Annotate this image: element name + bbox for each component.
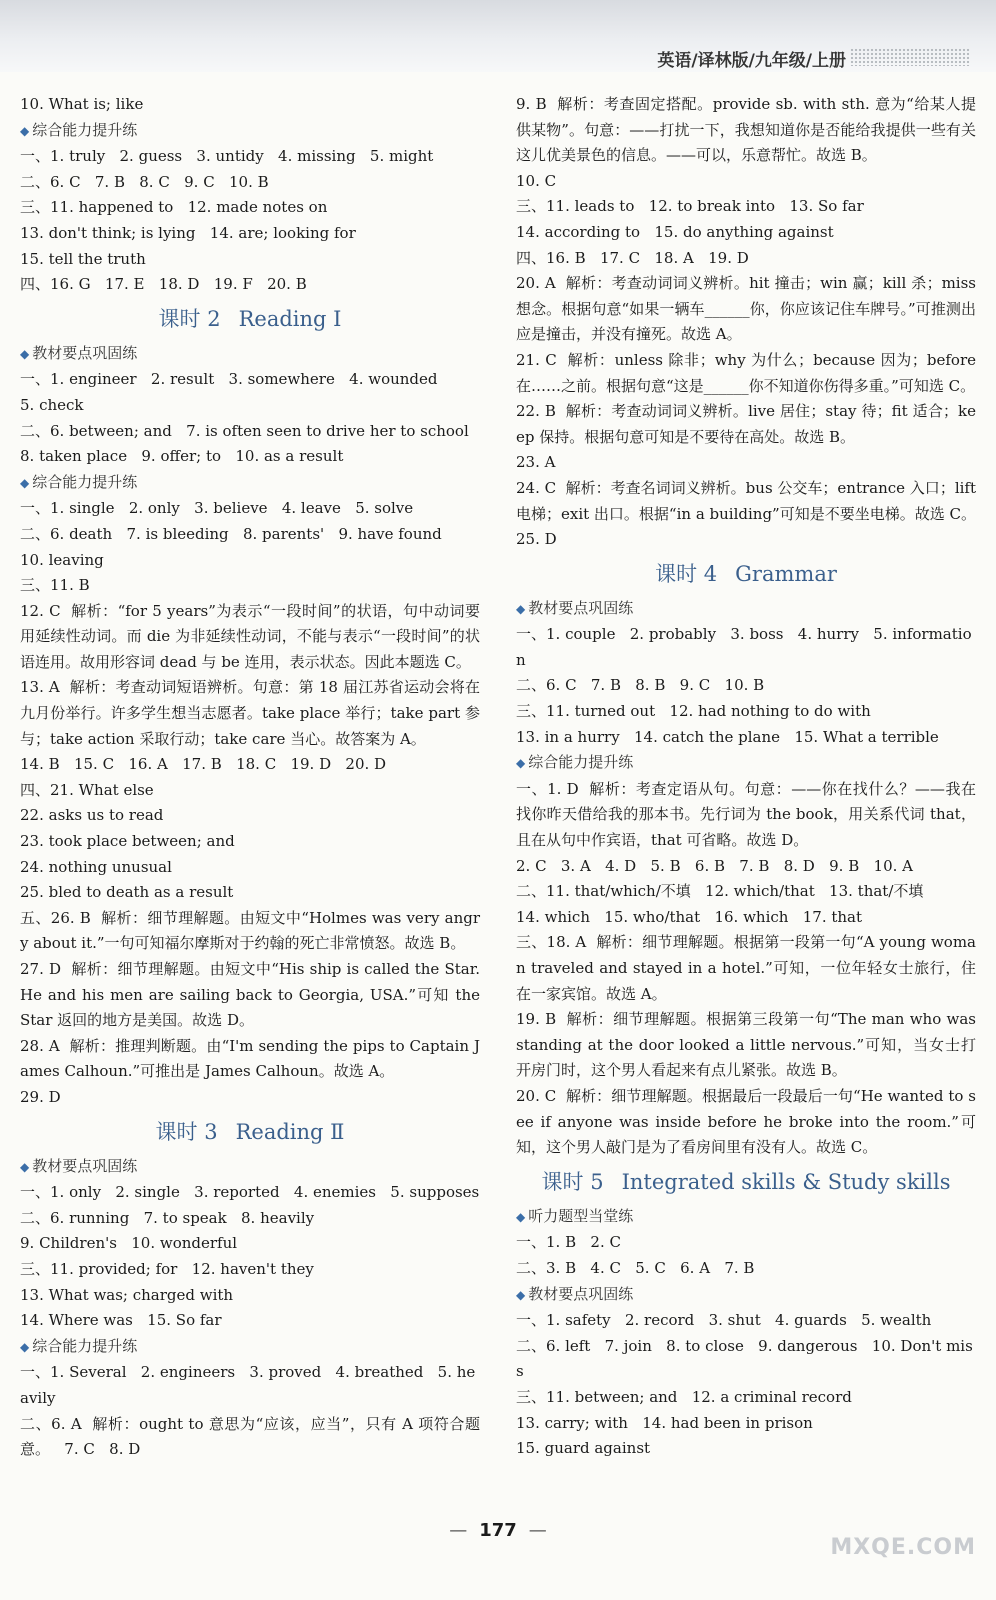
answer-line: 三、11. turned out 12. had nothing to do with [516,702,871,721]
section-heading-text: 教材要点巩固练 [528,598,634,617]
answer-line: 15. guard against [516,1439,651,1458]
answer-line: 一、1. safety 2. record 3. shut 4. guards 5. wealth [516,1311,932,1330]
lesson-number: 课时 5 [541,1169,604,1194]
answer-line: 一、1. B 2. C [516,1233,621,1252]
section-heading [20,1334,480,1361]
answer-explanation: 9. B 解析：考查固定搭配。provide sb. with sth. 意为“给某人提供某物”。句意：——打扰一下，我想知道你是否能给我提供一些有关这儿优美景色的信息。——可以，乐意帮忙。故选 B。 [516,95,976,165]
watermark: MXQE.COM [830,1535,976,1560]
diamond-icon: ◆ [20,1159,30,1174]
answer-explanation: 12. C 解析：“for 5 years”为表示“一段时间”的状语，句中动词要用延续性动词。而 die 为非延续性动词，不能与表示“一段时间”的状语连用。故用形容词 dead 与 be 连用，表示状态。因此本题选 C。 [20,601,480,671]
section-heading-text: 综合能力提升练 [32,120,138,139]
answer-line: 二、6. C 7. B 8. B 9. C 10. B [516,676,765,695]
answer-line: 一、1. engineer 2. result 3. somewhere 4. wounded [20,370,438,389]
lesson-number: 课时 4 [655,561,718,586]
answer-line: 14. B 15. C 16. A 17. B 18. C 19. D 20. D [20,755,387,774]
section-heading [516,1204,976,1231]
section-heading [20,341,480,368]
lesson-heading [20,1113,480,1151]
section-heading-text: 教材要点巩固练 [32,1156,138,1175]
answer-line: 23. took place between; and [20,832,235,851]
answer-explanation: 28. A 解析：推理判断题。由“I'm sending the pips to Captain James Calhoun.”可推出是 James Calhoun。故选 A。 [20,1036,480,1081]
answer-line: 24. nothing unusual [20,857,172,876]
answer-explanation: 二、6. A 解析：ought to 意思为“应该，应当”，只有 A 项符合题意。 7. C 8. D [20,1414,480,1459]
answer-line: 四、16. B 17. C 18. A 19. D [516,248,749,267]
answer-explanation: 20. C 解析：细节理解题。根据最后一段最后一句“He wanted to see if anyone was inside before he broke into the room.”可知，这个男人敲门是为了看房间里有没有人。故选 C。 [516,1086,976,1157]
answer-explanation: 一、1. D 解析：考查定语从句。句意：——你在找什么？——我在找你昨天借给我的那本书。先行词为 the book，用关系代词 that，且在从句中作宾语，that 可省略。故选 D。 [516,779,976,850]
answer-line: 13. carry; with 14. had been in prison [516,1413,813,1432]
diamond-icon: ◆ [20,1339,30,1354]
answer-explanation: 20. A 解析：考查动词词义辨析。hit 撞击；win 赢；kill 杀；miss 想念。根据句意“如果一辆车______你，你应该记住车牌号。”可推测出应是撞击，并没有撞死。故选 A。 [516,274,981,344]
section-heading-text: 教材要点巩固练 [32,343,138,362]
section-heading-text: 教材要点巩固练 [528,1284,634,1303]
answer-explanation: 13. A 解析：考查动词短语辨析。句意：第 18 届江苏省运动会将在九月份举行。许多学生想当志愿者。take place 举行；take part 参与；take action 采取行动；take care 当心。故答案为 A。 [20,678,480,748]
answer-line: 三、11. B [20,576,90,595]
lesson-heading [516,1163,976,1201]
answer-line: 10. C [516,171,557,190]
header-dot-pattern [850,48,970,66]
header-bar [0,0,996,72]
answer-line: 14. Where was 15. So far [20,1311,222,1330]
answer-explanation: 22. B 解析：考查动词词义辨析。live 居住；stay 待；fit 适合；keep 保持。根据句意可知是不要待在高处。故选 B。 [516,402,976,446]
answer-line: 二、6. left 7. join 8. to close 9. dangerous 10. Don't miss [516,1336,973,1381]
answer-line: 四、21. What else [20,780,154,799]
answer-line: 二、6. between; and 7. is often seen to drive her to school [20,421,469,440]
answer-line: 一、1. Several 2. engineers 3. proved 4. breathed 5. heavily [20,1363,476,1407]
answer-explanation: 21. C 解析：unless 除非；why 为什么；because 因为；before 在……之前。根据句意“这是______你不知道你伤得多重。”可知选 C。 [516,350,981,395]
diamond-icon: ◆ [20,346,30,361]
answer-line: 一、1. truly 2. guess 3. untidy 4. missing 5. might [20,147,434,166]
book-title: 英语/译林版/九年级/上册 [657,51,846,71]
answer-line: 14. according to 15. do anything against [516,222,834,241]
answer-line: 二、11. that/which/不填 12. which/that 13. that/不填 [516,882,924,901]
lesson-title: Reading Ⅱ [235,1119,345,1144]
section-heading-text: 综合能力提升练 [32,472,138,491]
lesson-title: Reading Ⅰ [238,306,342,331]
answer-explanation: 24. C 解析：考查名词词义辨析。bus 公交车；entrance 入口；lift 电梯；exit 出口。根据“in a building”可知是不要坐电梯。故选 C。 25. D [516,478,991,549]
lesson-title: Integrated skills & Study skills [621,1169,951,1194]
section-heading [20,118,480,145]
lesson-heading [20,300,480,338]
answer-line: 9. Children's 10. wonderful [20,1234,238,1253]
answer-line: 二、6. death 7. is bleeding 8. parents' 9. have found [20,524,442,543]
answer-line: 10. leaving [20,550,104,569]
answer-line: 13. in a hurry 14. catch the plane 15. What a terrible [516,727,939,746]
answer-line: 29. D [20,1087,61,1106]
answer-line: 二、6. running 7. to speak 8. heavily [20,1208,315,1227]
diamond-icon: ◆ [516,1287,526,1302]
answer-line: 10. What is; like [20,95,144,113]
answer-line: 一、1. single 2. only 3. believe 4. leave 5. solve [20,499,414,518]
section-heading-text: 综合能力提升练 [528,753,634,772]
lesson-title: Grammar [735,561,837,586]
diamond-icon: ◆ [20,123,30,138]
section-heading-text: 综合能力提升练 [32,1336,138,1355]
section-heading [516,596,976,623]
answer-line: 13. What was; charged with [20,1285,234,1304]
lesson-number: 课时 3 [155,1119,218,1144]
diamond-icon: ◆ [516,601,526,616]
answer-line: 13. don't think; is lying 14. are; looking for [20,223,356,242]
lesson-number: 课时 2 [158,306,221,331]
section-heading [516,750,976,777]
diamond-icon: ◆ [20,475,30,490]
section-heading [516,1282,976,1309]
answer-line: 二、3. B 4. C 5. C 6. A 7. B [516,1258,755,1277]
answer-line: 14. which 15. who/that 16. which 17. that [516,907,863,926]
diamond-icon: ◆ [516,1209,526,1224]
section-heading [20,470,480,497]
right-column [516,92,991,1462]
lesson-heading [516,555,976,593]
diamond-icon: ◆ [516,756,526,771]
answer-line: 三、11. happened to 12. made notes on [20,198,328,217]
answer-line: 25. bled to death as a result [20,883,234,902]
answer-explanation: 三、18. A 解析：细节理解题。根据第一段第一句“A young woman traveled and stayed in a hotel.”可知，一位年轻女士旅行，住在一家宾馆。故选 A。 [516,933,976,1003]
section-heading-text: 听力题型当堂练 [528,1206,634,1225]
answer-line: 四、16. G 17. E 18. D 19. F 20. B [20,275,307,294]
answer-line: 8. taken place 9. offer; to 10. as a result [20,447,344,466]
answer-line: 一、1. couple 2. probably 3. boss 4. hurry 5. information [516,625,972,669]
page-number-footer: — 177 — [449,1520,547,1541]
answer-line: 2. C 3. A 4. D 5. B 6. B 7. B 8. D 9. B 10. A [516,856,913,875]
answer-explanation: 19. B 解析：细节理解题。根据第三段第一句“The man who was standing at the door looked a little nervous.”可知，当女士打开房门时，这个男人看起来有点儿紧张。故选 B。 [516,1010,981,1080]
answer-explanation: 五、26. B 解析：细节理解题。由短文中“Holmes was very angry about it.”一句可知福尔摩斯对于约翰的死亡非常愤怒。故选 B。 [20,908,480,953]
answer-line: 三、11. leads to 12. to break into 13. So far [516,197,864,216]
answer-line: 一、1. only 2. single 3. reported 4. enemies 5. supposes [20,1183,480,1202]
page-number: 177 [479,1520,517,1541]
answer-line: 22. asks us to read [20,806,164,825]
answer-line: 5. check [20,395,84,414]
answer-line: 二、6. C 7. B 8. C 9. C 10. B [20,172,269,191]
answer-explanation: 27. D 解析：细节理解题。由短文中“His ship is called the Star. He and his men are sailing back to Georgia, USA.”可知 the Star 返回的地方是美国。故选 D。 [20,960,485,1030]
answer-line: 三、11. provided; for 12. haven't they [20,1259,314,1278]
left-column [20,92,485,1463]
section-heading [20,1154,480,1181]
answer-line: 15. tell the truth [20,249,146,268]
answer-line: 三、11. between; and 12. a criminal record [516,1387,852,1406]
answer-line: 23. A [516,453,556,472]
